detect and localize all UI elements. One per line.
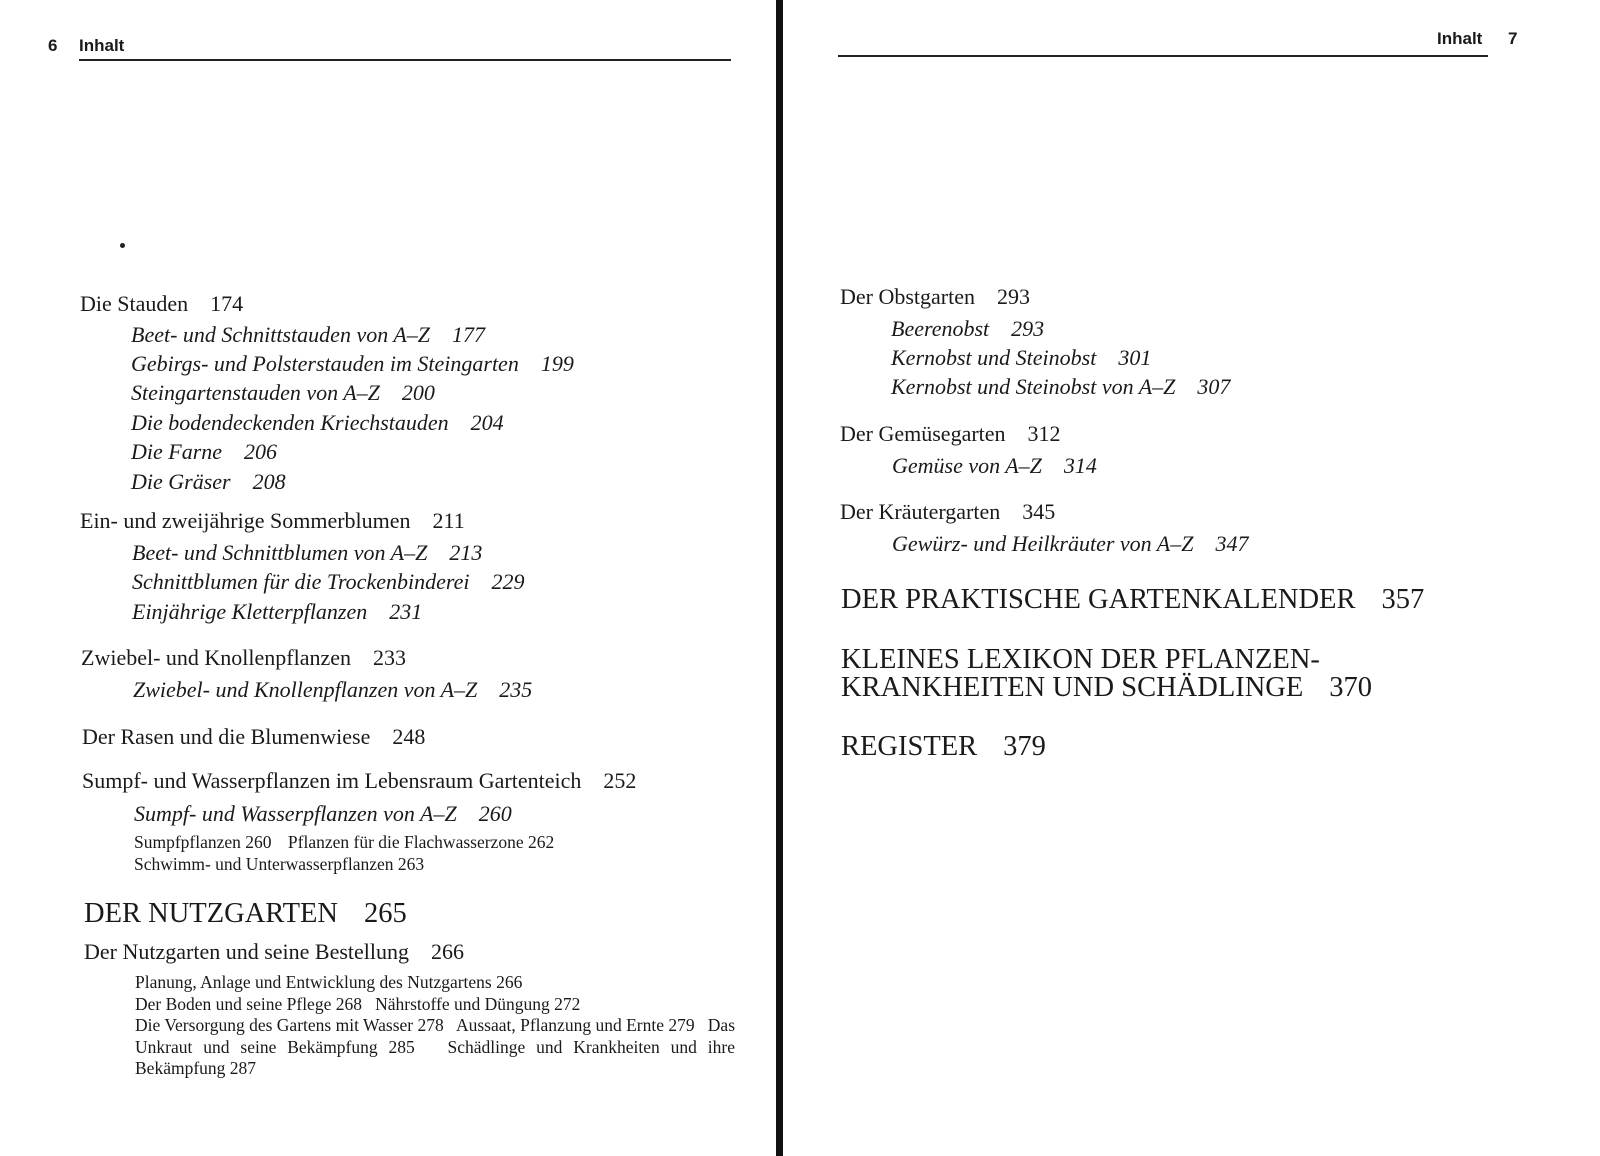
page-ref: 213 — [449, 540, 483, 565]
toc-entry[interactable]: Aussaat, Pflanzung und Ernte 279 — [455, 1015, 695, 1035]
page-ref: 347 — [1215, 531, 1249, 556]
page-ref: 301 — [1118, 345, 1152, 370]
page-ref: 370 — [1329, 672, 1373, 703]
page-ref: 174 — [210, 291, 244, 316]
toc-entry[interactable]: Die Versorgung des Gartens mit Wasser 278 — [135, 1015, 444, 1035]
toc-entry[interactable]: Schwimm- und Unterwasserpflanzen 263 — [134, 854, 425, 874]
toc-entry[interactable]: Sumpf- und Wasserpflanzen im Lebensraum Gartenteich 252 — [82, 768, 637, 793]
page-ref: 345 — [1022, 499, 1056, 524]
toc-entry[interactable]: Sumpf- und Wasserpflanzen von A–Z 260 — [134, 801, 512, 826]
page-ref: 285 — [388, 1036, 415, 1057]
toc-part-heading[interactable]: DER PRAKTISCHE GARTENKALENDER 357 — [841, 584, 1425, 615]
page-ref: 206 — [244, 439, 278, 464]
page-ref: 235 — [499, 677, 533, 702]
page-ref: 208 — [252, 469, 286, 494]
page-ref: 260 — [478, 801, 512, 826]
page-ref: 266 — [431, 939, 465, 964]
toc-entry[interactable]: Beet- und Schnittblumen von A–Z 213 — [132, 540, 483, 565]
toc-entry[interactable]: Der Gemüsegarten 312 — [840, 421, 1061, 446]
page-ref: 199 — [540, 351, 574, 376]
toc-entry[interactable]: Schnittblumen für die Trockenbinderei 229 — [132, 569, 525, 594]
page-ref: 293 — [997, 284, 1031, 309]
toc-entry[interactable]: Pflanzen für die Flachwasserzone 262 — [287, 832, 555, 852]
toc-part-heading[interactable]: REGISTER 379 — [841, 731, 1046, 762]
toc-subentry-line — [134, 834, 554, 852]
left-page — [0, 0, 780, 1156]
page-ref: 314 — [1063, 453, 1097, 478]
toc-entry[interactable]: Ein- und zweijährige Sommerblumen 211 — [80, 508, 465, 533]
toc-entry[interactable]: Schädlinge und Krankheiten und ihre Bekämpfung 287 — [135, 1036, 736, 1078]
page-ref: 278 — [417, 1015, 444, 1035]
toc-entry[interactable]: Gewürz- und Heilkräuter von A–Z 347 — [892, 531, 1249, 556]
toc-entry[interactable]: Der Nutzgarten und seine Bestellung 266 — [84, 939, 465, 964]
page-ref: 229 — [491, 569, 525, 594]
page-ref: 204 — [470, 410, 504, 435]
toc-part-heading-line[interactable]: KLEINES LEXIKON DER PFLANZEN- — [841, 644, 1320, 675]
page-ref: 279 — [668, 1015, 695, 1035]
page-ref: 357 — [1381, 584, 1425, 615]
toc-entry[interactable]: Der Obstgarten 293 — [840, 284, 1031, 309]
page-ref: 248 — [392, 724, 426, 749]
running-head: Inhalt — [79, 36, 125, 55]
page-number: 7 — [1508, 29, 1518, 48]
toc-entry[interactable]: Einjährige Kletterpflanzen 231 — [132, 599, 423, 624]
page-ref: 262 — [527, 832, 555, 852]
book-gutter — [776, 0, 783, 1156]
page-ref: 263 — [397, 854, 425, 874]
page-ref: 260 — [245, 832, 272, 852]
toc-entry[interactable]: Zwiebel- und Knollenpflanzen von A–Z 235 — [133, 677, 533, 702]
toc-entry[interactable]: Die bodendeckenden Kriechstauden 204 — [131, 410, 504, 435]
speck — [120, 243, 125, 248]
toc-entry[interactable]: Der Rasen und die Blumenwiese 248 — [82, 724, 426, 749]
toc-entry[interactable]: Steingartenstauden von A–Z 200 — [131, 380, 435, 405]
page-ref: 293 — [1011, 316, 1045, 341]
page-ref: 266 — [496, 972, 523, 992]
toc-part-heading[interactable]: KRANKHEITEN UND SCHÄDLINGE 370 — [841, 672, 1373, 703]
toc-entry[interactable]: Sumpfpflanzen 260 — [134, 832, 272, 852]
running-head: Inhalt — [1437, 29, 1483, 48]
toc-entry[interactable]: Gemüse von A–Z 314 — [892, 453, 1097, 478]
toc-entry[interactable]: Die Gräser 208 — [131, 469, 286, 494]
page-ref: 272 — [554, 993, 581, 1014]
page-ref: 379 — [1003, 731, 1046, 762]
page-ref: 268 — [335, 993, 362, 1014]
page-ref: 177 — [452, 322, 485, 347]
toc-entry[interactable]: Beerenobst 293 — [891, 316, 1045, 341]
page-number: 6 — [48, 36, 58, 55]
toc-entry[interactable]: Der Kräutergarten 345 — [840, 499, 1056, 524]
toc-entry[interactable]: Zwiebel- und Knollenpflanzen 233 — [81, 645, 407, 670]
page-ref: 252 — [603, 768, 637, 793]
page-ref: 200 — [401, 380, 435, 405]
page-ref: 211 — [432, 508, 465, 533]
toc-entry[interactable]: Die Stauden 174 — [80, 291, 244, 316]
page-ref: 233 — [373, 645, 407, 670]
toc-entry[interactable]: Nährstoffe und Düngung 272 — [375, 993, 581, 1014]
toc-entry[interactable]: Der Boden und seine Pflege 268 — [135, 993, 362, 1014]
toc-entry[interactable]: Kernobst und Steinobst von A–Z 307 — [891, 374, 1231, 399]
page-ref: 312 — [1027, 421, 1061, 446]
page-ref: 307 — [1197, 374, 1231, 399]
page-ref: 287 — [229, 1058, 257, 1078]
page-ref: 265 — [363, 898, 407, 929]
toc-entry[interactable]: Beet- und Schnittstauden von A–Z 177 — [131, 322, 485, 347]
page-ref: 231 — [389, 599, 423, 624]
toc-entry[interactable]: Gebirgs- und Polsterstauden im Steingarten 199 — [131, 351, 574, 376]
right-page — [784, 0, 1600, 1156]
toc-entry[interactable]: Die Farne 206 — [131, 439, 278, 464]
toc-entry[interactable]: Das Unkraut und seine Bekämpfung 285 — [135, 1015, 736, 1057]
header-rule — [838, 55, 1488, 57]
toc-part-heading[interactable]: DER NUTZGARTEN 265 — [84, 898, 407, 929]
toc-entry[interactable]: Planung, Anlage und Entwicklung des Nutzgartens 266 — [135, 972, 523, 992]
toc-subentry-line — [134, 856, 424, 874]
toc-entry[interactable]: Kernobst und Steinobst 301 — [891, 345, 1152, 370]
toc-subentry-block — [135, 972, 735, 1080]
header-rule — [79, 59, 731, 61]
